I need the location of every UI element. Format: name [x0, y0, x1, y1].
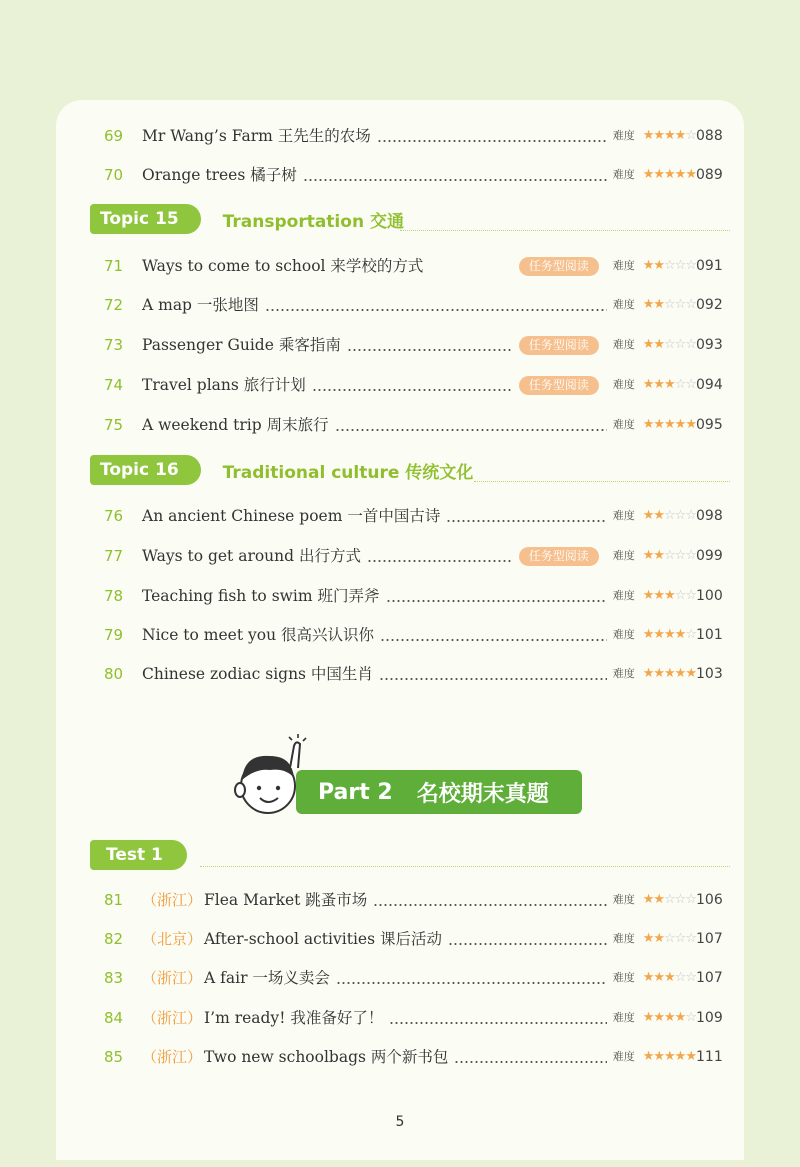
toc-entry-76[interactable]: [104, 504, 728, 528]
test-label: Test 1: [90, 840, 187, 870]
difficulty-stars: ★★★☆☆: [642, 377, 696, 392]
difficulty-stars: ★★☆☆☆: [642, 548, 696, 563]
toc-entry-85[interactable]: [104, 1045, 728, 1069]
difficulty-stars: ★★★★★: [642, 666, 696, 681]
difficulty-stars: ★★☆☆☆: [642, 892, 696, 907]
difficulty-label: 难度: [612, 893, 635, 906]
entry-number: 85: [104, 1048, 124, 1066]
difficulty-stars: ★★☆☆☆: [642, 508, 696, 523]
entry-page: 100: [696, 588, 723, 604]
part-label: Part 2: [318, 779, 393, 805]
leader-dots: [336, 966, 607, 990]
difficulty-label: 难度: [612, 298, 635, 311]
entry-page: 092: [696, 297, 723, 313]
entry-number: 69: [104, 127, 124, 145]
leader-dots: [380, 623, 607, 647]
difficulty-stars: ★★★★☆: [642, 128, 696, 143]
toc-entry-71[interactable]: [104, 254, 728, 278]
difficulty-label: 难度: [612, 168, 635, 181]
entry-number: 70: [104, 166, 124, 184]
entry-title: A fair 一场义卖会: [204, 969, 330, 987]
entry-page: 109: [696, 1010, 723, 1026]
entry-page: 093: [696, 337, 723, 353]
toc-entry-80[interactable]: [104, 662, 728, 686]
entry-page: 106: [696, 892, 723, 908]
entry-page: 101: [696, 627, 723, 643]
task-reading-badge: 任务型阅读: [519, 257, 599, 276]
leader-dots: [448, 927, 607, 951]
difficulty-label: 难度: [612, 667, 635, 680]
test-divider: [200, 866, 730, 868]
toc-entry-82[interactable]: [104, 927, 728, 951]
difficulty-label: 难度: [612, 549, 635, 562]
entry-page: 094: [696, 377, 723, 393]
leader-dots: [379, 662, 607, 686]
province-label: （浙江）: [142, 1048, 203, 1066]
difficulty-label: 难度: [612, 589, 635, 602]
province-label: （浙江）: [142, 969, 203, 987]
difficulty-stars: ★★☆☆☆: [642, 337, 696, 352]
leader-dots: [335, 413, 607, 437]
entry-number: 83: [104, 969, 124, 987]
entry-title: An ancient Chinese poem 一首中国古诗: [142, 507, 441, 525]
difficulty-label: 难度: [612, 338, 635, 351]
entry-number: 77: [104, 547, 124, 565]
province-label: （北京）: [142, 930, 203, 948]
toc-entry-70[interactable]: [104, 163, 728, 187]
entry-number: 76: [104, 507, 124, 525]
leader-dots: [386, 584, 607, 608]
province-label: （浙江）: [142, 1009, 203, 1027]
difficulty-stars: ★★★☆☆: [642, 970, 696, 985]
task-reading-badge: 任务型阅读: [519, 547, 599, 566]
page-number: 5: [395, 1114, 405, 1130]
part-title: 名校期末真题: [416, 781, 549, 807]
toc-entry-69[interactable]: [104, 124, 728, 148]
difficulty-stars: ★★★★☆: [642, 627, 696, 642]
leader-dots: [303, 163, 607, 187]
difficulty-label: 难度: [612, 1011, 635, 1024]
entry-page: 107: [696, 970, 723, 986]
entry-page: 098: [696, 508, 723, 524]
entry-title: Nice to meet you 很高兴认识你: [142, 626, 374, 644]
toc-entry-84[interactable]: [104, 1006, 728, 1030]
topic-15-header: [90, 204, 404, 234]
task-reading-badge: 任务型阅读: [519, 376, 599, 395]
topic-divider: [474, 481, 730, 483]
task-reading-badge: 任务型阅读: [519, 336, 599, 355]
entry-page: 107: [696, 931, 723, 947]
leader-dots: [265, 293, 607, 317]
difficulty-label: 难度: [612, 129, 635, 142]
toc-entry-73[interactable]: [104, 333, 728, 357]
difficulty-label: 难度: [612, 628, 635, 641]
leader-dots: [389, 1006, 606, 1030]
leader-dots: [373, 888, 606, 912]
topic-divider: [400, 230, 730, 232]
leader-dots: [377, 124, 607, 148]
difficulty-label: 难度: [612, 971, 635, 984]
difficulty-stars: ★★★★☆: [642, 1010, 696, 1025]
entry-number: 78: [104, 587, 124, 605]
entry-number: 74: [104, 376, 124, 394]
entry-title: A map 一张地图: [142, 296, 259, 314]
entry-page: 091: [696, 258, 723, 274]
leader-dots: [347, 333, 513, 357]
difficulty-stars: ★★☆☆☆: [642, 297, 696, 312]
leader-dots: [446, 504, 606, 528]
difficulty-label: 难度: [612, 1050, 635, 1063]
entry-title: Ways to come to school 来学校的方式: [142, 257, 424, 275]
entry-title: Orange trees 橘子树: [142, 166, 297, 184]
difficulty-label: 难度: [612, 418, 635, 431]
toc-entry-78[interactable]: [104, 584, 728, 608]
difficulty-stars: ★★★★★: [642, 417, 696, 432]
difficulty-stars: ★★★★★: [642, 167, 696, 182]
entry-title: Teaching fish to swim 班门弄斧: [142, 587, 380, 605]
difficulty-stars: ★★☆☆☆: [642, 258, 696, 273]
entry-page: 103: [696, 666, 723, 682]
entry-title: I’m ready! 我准备好了！: [204, 1009, 384, 1027]
entry-number: 71: [104, 257, 124, 275]
entry-title: After-school activities 课后活动: [204, 930, 442, 948]
part-2-banner: [296, 770, 582, 814]
difficulty-stars: ★★☆☆☆: [642, 931, 696, 946]
entry-page: 089: [696, 167, 723, 183]
entry-number: 84: [104, 1009, 124, 1027]
entry-title: Two new schoolbags 两个新书包: [204, 1048, 449, 1066]
entry-number: 79: [104, 626, 124, 644]
difficulty-label: 难度: [612, 378, 635, 391]
leader-dots: [454, 1045, 606, 1069]
entry-title: Mr Wang’s Farm 王先生的农场: [142, 127, 371, 145]
entry-page: 111: [696, 1049, 723, 1065]
topic-label: Topic 15: [90, 204, 201, 234]
entry-title: Chinese zodiac signs 中国生肖: [142, 665, 373, 683]
entry-page: 095: [696, 417, 723, 433]
difficulty-stars: ★★★☆☆: [642, 588, 696, 603]
entry-title: Passenger Guide 乘客指南: [142, 336, 341, 354]
toc-entry-75[interactable]: [104, 413, 728, 437]
entry-number: 82: [104, 930, 124, 948]
leader-dots: [367, 544, 513, 568]
leader-dots: [312, 373, 513, 397]
difficulty-label: 难度: [612, 932, 635, 945]
entry-number: 73: [104, 336, 124, 354]
entry-title: Flea Market 跳蚤市场: [204, 891, 368, 909]
toc-entry-77[interactable]: [104, 544, 728, 568]
topic-16-header: [90, 455, 473, 485]
entry-number: 81: [104, 891, 124, 909]
toc-entry-83[interactable]: [104, 966, 728, 990]
entry-page: 099: [696, 548, 723, 564]
difficulty-stars: ★★★★★: [642, 1049, 696, 1064]
entry-title: Ways to get around 出行方式: [142, 547, 361, 565]
topic-title: Transportation 交通: [222, 211, 404, 232]
toc-entry-81[interactable]: [104, 888, 728, 912]
topic-title: Traditional culture 传统文化: [222, 462, 474, 483]
entry-number: 80: [104, 665, 124, 683]
toc-entry-79[interactable]: [104, 623, 728, 647]
test-1-header: [90, 840, 187, 870]
toc-entry-72[interactable]: [104, 293, 728, 317]
entry-number: 75: [104, 416, 124, 434]
difficulty-label: 难度: [612, 509, 635, 522]
province-label: （浙江）: [142, 891, 203, 909]
topic-label: Topic 16: [90, 455, 201, 485]
toc-entry-74[interactable]: [104, 373, 728, 397]
entry-title: Travel plans 旅行计划: [142, 376, 306, 394]
entry-number: 72: [104, 296, 124, 314]
difficulty-label: 难度: [612, 259, 635, 272]
entry-page: 088: [696, 128, 723, 144]
entry-title: A weekend trip 周末旅行: [142, 416, 329, 434]
